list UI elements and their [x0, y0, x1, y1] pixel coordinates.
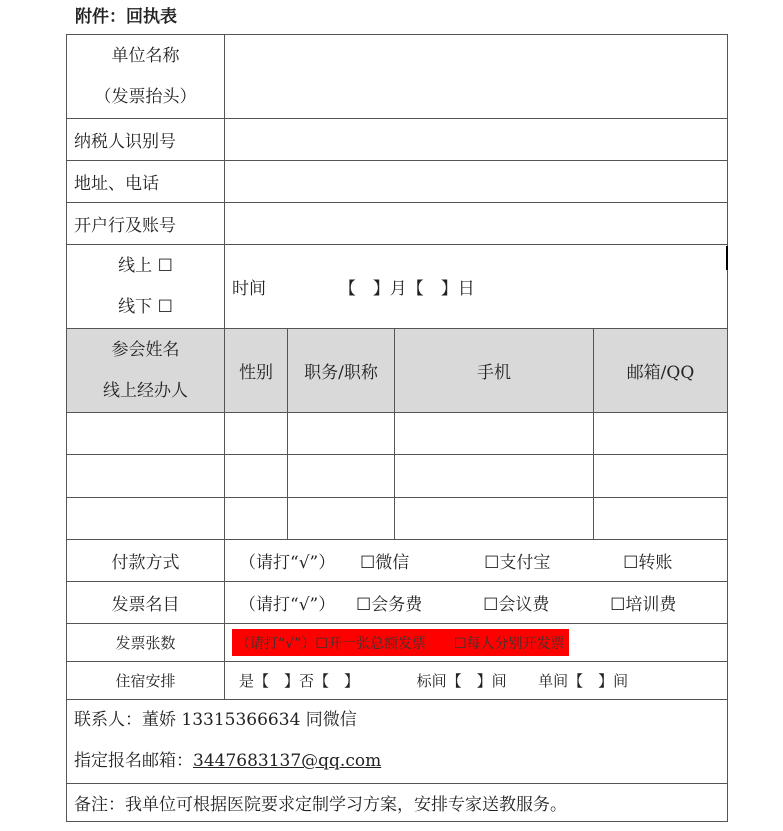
participant-name-cell[interactable] [67, 413, 225, 455]
invoice-count-cell [225, 623, 728, 661]
payment-label: 付款方式 [67, 539, 225, 581]
participant-name-cell[interactable] [67, 497, 225, 539]
invoice-option-training-fee[interactable]: ☐培训费 [610, 594, 677, 615]
participant-title-cell[interactable] [288, 455, 395, 497]
text-cursor [726, 246, 728, 270]
participant-gender-cell[interactable] [225, 413, 288, 455]
participant-phone-cell[interactable] [395, 413, 594, 455]
address-phone-field[interactable] [225, 161, 728, 203]
payment-option-wechat[interactable]: ☐微信 [360, 552, 410, 573]
invoice-item-options-cell [225, 581, 728, 623]
payment-hint: （请打“√”） [239, 552, 336, 573]
participant-email-cell[interactable] [594, 413, 728, 455]
note-cell: 备注：我单位可根据医院要求定制学习方案，安排专家送教服务。 [67, 783, 728, 821]
time-value[interactable]: 【 】月【 】日 [338, 279, 475, 300]
online-checkbox[interactable]: ☐ [157, 255, 173, 276]
participant-title-cell[interactable] [288, 413, 395, 455]
col-title-header: 职务/职称 [288, 329, 395, 413]
contact-person: 联系人：董娇 13315366634 同微信 [74, 710, 357, 731]
unit-name-row [67, 35, 728, 119]
col-gender-header: 性别 [225, 329, 288, 413]
contact-email-link[interactable]: 3447683137@qq.com [193, 751, 382, 772]
note-row [67, 783, 728, 821]
time-label: 时间 [232, 279, 266, 300]
participant-phone-cell[interactable] [395, 455, 594, 497]
invoice-count-label: 发票张数 [67, 623, 225, 661]
contact-row [67, 699, 728, 783]
invoice-option-meeting-fee[interactable]: ☐会议费 [483, 594, 550, 615]
contact-cell [67, 699, 728, 783]
payment-row [67, 539, 728, 581]
participant-gender-cell[interactable] [225, 497, 288, 539]
taxpayer-row [67, 119, 728, 161]
invoice-item-row [67, 581, 728, 623]
invoice-item-hint: （请打“√”） [239, 594, 336, 615]
online-option[interactable]: 线上 ☐ [118, 255, 173, 276]
offline-option[interactable]: 线下 ☐ [118, 296, 173, 317]
taxpayer-id-field[interactable] [225, 119, 728, 161]
unit-name-field[interactable] [225, 35, 728, 119]
bank-account-field[interactable] [225, 203, 728, 245]
participant-name-cell[interactable] [67, 455, 225, 497]
participant-row [67, 455, 728, 497]
bank-row [67, 203, 728, 245]
payment-options-cell [225, 539, 728, 581]
payment-option-transfer[interactable]: ☐转账 [623, 552, 673, 573]
contact-email-line [74, 741, 727, 782]
address-phone-label: 地址、电话 [67, 161, 225, 203]
participant-row [67, 497, 728, 539]
attend-mode-cell [67, 245, 225, 329]
participant-header-row [67, 329, 728, 413]
payment-option-alipay[interactable]: ☐支付宝 [484, 552, 551, 573]
participant-row [67, 413, 728, 455]
participant-title-cell[interactable] [288, 497, 395, 539]
col-phone-header: 手机 [395, 329, 594, 413]
invoice-item-label: 发票名目 [67, 581, 225, 623]
participant-email-cell[interactable] [594, 497, 728, 539]
participant-phone-cell[interactable] [395, 497, 594, 539]
lodging-single-room[interactable]: 单间【 】间 [538, 671, 629, 690]
contact-email-label: 指定报名邮箱： [74, 751, 193, 772]
bank-account-label: 开户行及账号 [67, 203, 225, 245]
lodging-cell [225, 661, 728, 699]
registration-form-table [66, 34, 728, 822]
participant-gender-cell[interactable] [225, 455, 288, 497]
lodging-standard-room[interactable]: 标间【 】间 [416, 671, 507, 690]
address-row [67, 161, 728, 203]
invoice-count-row [67, 623, 728, 661]
col-name-header: 参会姓名 线上经办人 [67, 329, 225, 413]
col-email-header: 邮箱/QQ [594, 329, 728, 413]
form-heading: 附件：回执表 [75, 7, 177, 27]
lodging-yes-no[interactable]: 是【 】否【 】 [239, 671, 360, 690]
mode-row [67, 245, 728, 329]
lodging-row [67, 661, 728, 699]
invoice-option-conference-fee[interactable]: ☐会务费 [356, 594, 423, 615]
offline-checkbox[interactable]: ☐ [157, 296, 173, 317]
participant-email-cell[interactable] [594, 455, 728, 497]
time-cell[interactable] [225, 245, 728, 329]
invoice-count-options[interactable]: （请打“√”）☐开一张总额发票 ☐每人分别开发票 [232, 629, 569, 656]
lodging-label: 住宿安排 [67, 661, 225, 699]
unit-name-label: 单位名称 （发票抬头） [67, 35, 225, 119]
taxpayer-id-label: 纳税人识别号 [67, 119, 225, 161]
